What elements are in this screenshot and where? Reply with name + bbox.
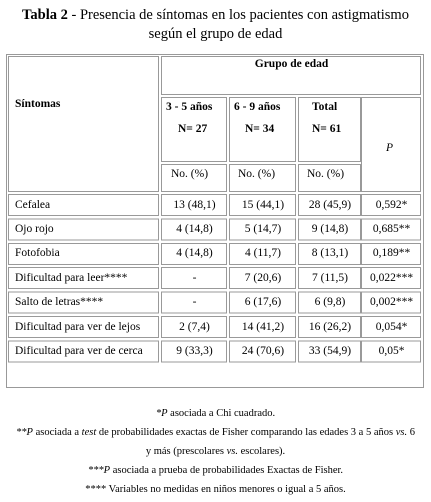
note-2-line2-b: escolares).: [237, 446, 286, 457]
note-2-line2: [0, 442, 431, 461]
col3-cell: 8 (13,1): [311, 247, 349, 260]
col2-cell: 5 (14,7): [244, 222, 282, 235]
symptom-cell: Dificultad para ver de cerca: [15, 344, 143, 357]
col1-cell: -: [192, 271, 197, 284]
col3-range: Total: [312, 101, 338, 113]
header-cell-symptoms: [9, 57, 159, 192]
caption-line2: según el grupo de edad: [148, 26, 283, 42]
note-3-p: ***P: [87, 465, 111, 476]
col1-cell: 4 (14,8): [176, 222, 213, 235]
col3-unit: No. (%): [307, 168, 345, 180]
col2-cell: 15 (44,1): [241, 198, 285, 211]
col3-cell: 6 (9,8): [314, 296, 346, 309]
caption-line1: Presencia de síntomas en los pacientes con astigmatismo: [79, 7, 409, 23]
note-2-test: test: [81, 427, 97, 438]
note-2: [0, 423, 431, 442]
col3-cell: 28 (45,9): [308, 198, 352, 211]
col1-n: N= 27: [178, 123, 208, 135]
col2-cell: 6 (17,6): [244, 296, 282, 309]
p-cell: 0,189**: [372, 247, 411, 260]
p-cell: 0,054*: [375, 320, 408, 333]
note-2-text-c: 6: [407, 427, 415, 438]
col3-cell: 7 (11,5): [312, 271, 348, 284]
note-2-text-b: de probabilidades exactas de Fisher comparando las edades 3 a 5 años: [96, 427, 396, 438]
symptom-cell: Dificultad para ver de lejos: [15, 320, 141, 333]
col2-cell: 14 (41,2): [241, 320, 285, 333]
col1-cell: 4 (14,8): [176, 247, 213, 260]
col3-n: N= 61: [312, 123, 342, 135]
p-cell: 0,685**: [372, 222, 411, 235]
p-cell: 0,002***: [369, 296, 414, 309]
col3-cell: 9 (14,8): [311, 222, 349, 235]
p-cell: 0,022***: [369, 271, 414, 284]
col3-cell: 33 (54,9): [308, 344, 352, 357]
col1-unit: No. (%): [171, 168, 209, 180]
col1-cell: -: [192, 296, 197, 309]
table-notes: [0, 404, 431, 499]
note-1: [0, 404, 431, 423]
symptom-cell: Cefalea: [15, 198, 51, 211]
note-2-line2-a: y más (prescolares: [145, 446, 227, 457]
note-3: [0, 461, 431, 480]
p-cell: 0,592*: [375, 198, 408, 211]
p-header: P: [386, 142, 394, 154]
symptom-cell: Fotofobia: [15, 247, 60, 260]
col1-cell: 13 (48,1): [173, 198, 216, 211]
note-1-text: asociada a Chi cuadrado.: [167, 408, 276, 419]
note-3-text: asociada a prueba de probabilidades Exactas de Fisher.: [110, 465, 344, 476]
note-4: **** Variables no medidas en niños menores o igual a 5 años.: [85, 484, 346, 495]
group-header: Grupo de edad: [254, 58, 329, 70]
note-2-text-a: asociada a: [32, 427, 82, 438]
symptom-cell: Ojo rojo: [15, 222, 54, 235]
col3-cell: 16 (26,2): [308, 320, 352, 333]
col2-cell: 24 (70,6): [241, 344, 285, 357]
col1-range: 3 - 5 años: [166, 101, 213, 113]
col1-cell: 2 (7,4): [179, 320, 210, 333]
col2-n: N= 34: [245, 123, 275, 135]
note-1-p: *P: [155, 408, 168, 419]
caption-separator: -: [67, 7, 80, 23]
table-caption: [0, 6, 431, 44]
col2-range: 6 - 9 años: [234, 101, 281, 113]
caption-label: Tabla 2: [22, 7, 68, 23]
note-2-p: **P: [16, 427, 33, 438]
symptom-cell: Salto de letras****: [15, 296, 104, 309]
note-2-vs: vs.: [395, 427, 408, 438]
p-cell: 0,05*: [378, 344, 405, 357]
symptoms-table: [6, 54, 424, 388]
symptom-cell: Dificultad para leer****: [15, 271, 128, 284]
col2-cell: 4 (11,7): [245, 247, 281, 260]
col1-cell: 9 (33,3): [176, 344, 213, 357]
col2-unit: No. (%): [238, 168, 276, 180]
note-2-line2-vs: vs.: [226, 446, 238, 457]
symptoms-header: Síntomas: [15, 98, 61, 110]
col2-cell: 7 (20,6): [244, 271, 282, 284]
